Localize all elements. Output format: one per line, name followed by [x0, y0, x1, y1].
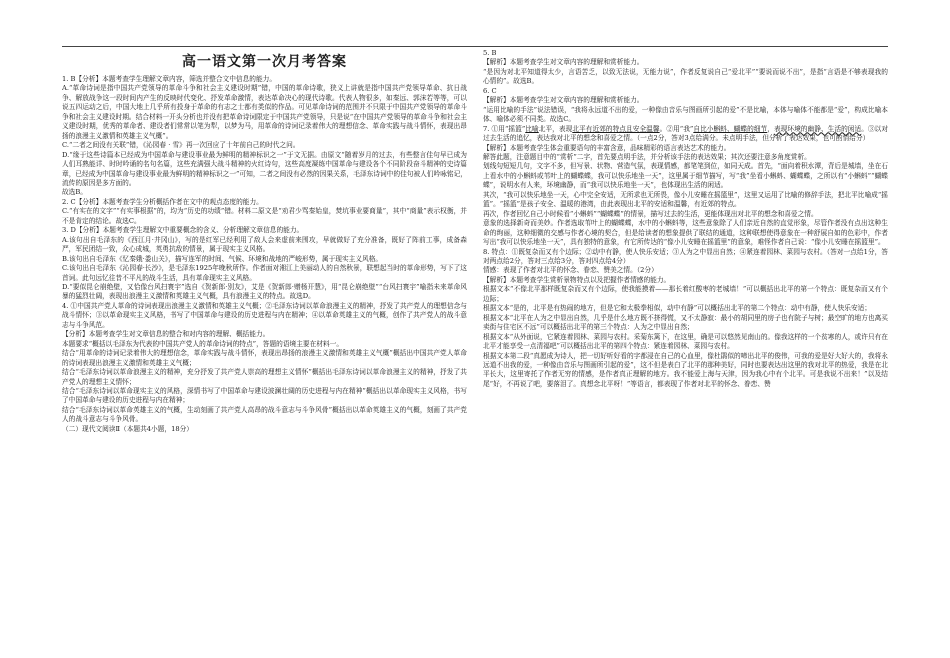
q7-analysis: 【解析】本题考查学生体会重要语句的丰富含意，品味精彩的语言表达艺术的能力。	[483, 143, 731, 152]
q7-answer	[483, 125, 888, 144]
q7-mid2: 。②用“我”	[659, 124, 694, 133]
left-column	[62, 49, 467, 649]
q6-answer: 6. C	[483, 86, 497, 95]
page-title: 高一语文第一次月考答案	[182, 54, 347, 70]
q6-analysis: 【解析】本题考查学生对文章内容的理解和赏析能力。	[483, 96, 644, 105]
q7-term-env: 表现环境的幽静、生活的闲适	[773, 124, 862, 133]
q5-answer: 5. B	[483, 49, 497, 57]
q4-answer: 4. ①中国共产党人革命的诗词表现出浪漫主义激情和英雄主义气概；②毛泽东诗词以革命浪漫主义的精神，抒发了共产党人的理想信念与战斗情怀；③以革命现实主义风格，书写了中国革命与建设的历史进程与内在精神；④以革命英雄主义的气概，创作了共产党人的战斗意志与斗争风范。	[62, 301, 467, 329]
q3-option-d: D.“要似昆仑崩绝壁，又恰像台风扫寰宇”选自《贺新郎·别友》，艾是《贺新郎·赠杨开慧》，用“昆仑崩绝壁”“台风扫寰宇”喻指未来革命风暴的猛烈壮阔，表现出浪漫主义激情和英雄主义气概，具有浪漫主义的特点。故选D。	[62, 282, 467, 301]
q5-explanation: “是因为对北平知道得太少，言语苦乏，以致无法说，无能力说”，作者反复说自己“爱北平”“要说而说不出”，是指“言语是不够表现我的心情的”。故选B。	[483, 67, 888, 86]
q8-features: 8. 特点：①既复杂而又有个边际；②动中有静，使人快乐安适；③人为之中显出自然；④紧连着园林、菜园与农村。（答对一点给1分，答对两点给2分，答对三点给3分，答对四点给4分）	[483, 247, 888, 265]
q8-feature-4: 根据文本“从外面说，它紧连着园林、菜园与农村。采菊东篱下，在这里，确是可以悠然见南山的。像我这样的一个贫寒的人，或许只有在北平才能享受一点清福吧”可以概括出北平的第四个特点：紧连着园林、菜园与农村。	[483, 332, 888, 351]
q5-analysis: 【解析】本题考查学生对文章内容的理解和赏析能力。	[483, 58, 644, 67]
q7-para-1: 划线句短短几句，文字不多，但写景、状物、营造气氛，表现情感，都笔笔到位，如同天成。首先，“面向着积水潭，背后是城墙，坐在石上看水中的小蝌蚪或苇叶上的蝴蝶蝶，我可以快乐地坐一天”，这里属于细节描写，写“我”坐看小蝌蚪、蝴蝶蝶，之所以有“小蝌蚪”“蝴蝶蝶”，说明水有人来，环境幽静，而“我可以快乐地坐一天”，也体现出生活的闲适。	[483, 162, 888, 190]
q2-option-c: C.“有实在的文字”“有实事根据”的，均为“历史的功绩”错。材料二原文是“劝君少骂秦始皇，焚坑事业要商量”，其中“商量”表示权衡，并不是肯定的结论。故选C。	[62, 207, 467, 225]
q7-post: ，	[767, 124, 774, 133]
q7-term-detail: 自比小蝌蚪、蝴蝶的细节	[693, 124, 768, 133]
q8-feature-2: 根据文本“是的，北平是有热闹的地方，但是它和太极拳相似，动中有静”可以概括出北平的第二个特点：动中有静，使人快乐安适；	[483, 304, 872, 313]
q7-para-2: 其次，“我可以快乐地坐一天，心中完全安适，无所求也无所畏，像小儿安睡在摇篮里”，这里又运用了比喻的修辞手法，把北平比喻成“摇篮”。“摇篮”是孩子安全、温暖的港湾，由此表现出北平的安适和温馨，有近郊的特点。	[483, 190, 888, 209]
q8-emotion: 情感：表现了作者对北平的怀念、眷恋、赞美之情。（2分）	[483, 266, 658, 275]
q8-analysis: 【解析】本题考查学生赏析景物特点以及把握作者情感的能力。	[483, 275, 671, 284]
right-column	[483, 49, 888, 649]
q2-answer: 2. C【分析】本题考查学生分析概括作者在文中的观点态度的能力。	[62, 197, 263, 206]
q4-point-2: 结合“毛泽东诗词以革命浪漫主义的精神，充分抒发了共产党人崇高的理想主义情怀”概括出毛泽东诗词以革命浪漫主义的精神，抒发了共产党人的理想主义情怀；	[62, 368, 467, 386]
q3-option-a: A.该句出自毛泽东的《西江月·井冈山》，写的是红军已经利用了敌人会来虚前来围攻，早就做好了充分准备，既好了阵前工事，成备森严，军民团结一致，众心成城，英勇抗敌的情景，属于现实主义风格。	[62, 235, 467, 254]
q3-option-c: C.该句出自毛泽东《沁园春·长沙》，是毛泽东1925年晚秋所作。作者面对湘江上美丽动人的自然秋景，联想起当时的革命形势，写下了这首词。此句远忆往昔不平凡的战斗生活，具有革命现实主义风格。	[62, 264, 467, 282]
top-rule	[62, 46, 888, 47]
q1-option-c: C.“二者之间没有关联”错，《沁园春 · 雪》再一次回应了十年前自己的时代之问。	[62, 141, 300, 150]
q8-feature-3: 根据文本“北平在人为之中显出自然，几乎是什么地方既不挤得慌，又不太静寂：最小的胡同里的房子也有院子与树；最空旷的地方也离买卖街与住宅区不远”可以概括出北平的第三个特点：人为之中显出自然；	[483, 313, 888, 332]
answer-sheet	[62, 49, 888, 649]
q3-answer: 3. D【分析】本题考查学生理解文中重要概念的含义、分析理解文章信息的能力。	[62, 226, 304, 235]
q7-method: 解答此题，注意题目中的“赏析”二字，首先要点明手法，并分析该手法的表达效果；其次还要注意多角度赏析。	[483, 152, 811, 161]
q4-context: 本题要求“概括以毛泽东为代表的中国共产党人的革命诗词的特点”，答题的语境主要在材料一。	[62, 339, 344, 348]
q7-end: 。③以对过去生活的追忆，表达我对北平的想念和喜爱之情。（一点2分，答对3点给满分。未点明手法，但分析了表达效果，也可酌情给分）	[483, 124, 888, 143]
q4-point-3: 结合“毛泽东诗词以革命现实主义的风格，深情书写了中国革命与建设波澜壮阔的历史进程与内在精神”概括出以革命现实主义风格，书写了中国革命与建设的历史进程与内在精神；	[62, 386, 467, 405]
q1-answer: 1. B【分析】本题考查学生理解文章内容，筛选并整合文中信息的能力。	[62, 75, 277, 83]
q7-term-metaphor: 比喻	[525, 124, 539, 133]
q8-emotion-analysis: 根据文本第二段“真愿成为诗人，把一切好听好看的字都浸在自己的心血里，像杜鹃似的啼出北平的俊伟，可我的爱是好大好大的，我将永远道不出我的爱，一种像由音乐与图画所引起的爱”，这不但是表白了北平的那种美好，同时也要表达出这里的我对北平的热爱，我是在北平长大，这里寄托了作者无穷的情感，是作者真正理解的地方。我不能爱上海与天津，因为我心中有个北平。可是我说不出来！”以及结尾“好，不再说了吧，要落泪了。真想念北平呀！”等语言，都表现了作者对北平的怀念、眷恋、赞	[483, 351, 888, 388]
q1-option-d: D.“缘于这些诗篇本已经成为中国革命与建设事业最为鲜明的精神标识之一”于文无据。由原文“随着岁月的过去，有些整言佳句早已成为人们耳熟能详、时时吟诵的名句名篇，这些充满强大战斗精神的火红诗句，这些高度凝练中国革命与建设各个不同阶段奋斗精神的史诗篇章，已经成为中国革命与建设事业最为鲜明的精神标识之一”可知，二者之间没有必然的因果关系，毛泽东诗词中的佳句被人们吟咏铭记，流传的原因是多方面的。	[62, 150, 467, 187]
q6-explanation: “运用比喻的手法”说法错误，“我将永远道不出的爱，一种像由音乐与图画所引起的爱”不是比喻，本体与喻体不能都是“爱”，构成比喻本体、喻体必须不同类。故选C。	[483, 105, 888, 124]
section-heading-2: （二）现代文阅读Ⅱ（本题共4小题，18分）	[62, 424, 193, 433]
q7-para-4: 意象的选择新奇而美妙。作者选取苇叶上的蝴蝶蝶，水中的小蝌蚪等，这些意象除了人们亲近自然的直觉形象，尽管作者没有点出这种生命的绚丽，这种细微的交感与作者心境的契合，但是给读者的想象提供了联结的通道，这种联想使得意象在一种舒展自如的色彩中，作者写出“我可以快乐地坐一天”，具有独特的意象，有它所传达的“像小儿安睡在摇篮里”的意象，难怪作者自己说：“像小儿安睡在摇篮里”。	[483, 219, 888, 247]
q1-option-a: A.“革命诗词是指中国共产党领导的革命斗争和社会主义建设时期”错，中国的革命诗歌，狭义上讲就是指中国共产党领导革命、抗日战争、解放战争这一段时间内产生的反映时代变化、抒发革命激情，表达革命决心的现代诗歌。代表人物很多，如秦远、郭沫若等等，可以说五四运动之后，中国大地上几乎所有投身于革命的有志之士都有类似的作品。可见革命诗词的范围并不只限于中国共产党领导的革命斗争和社会主义建设时期。结合材料一开头分析也并没有把革命诗词限定于中国共产党领导，只是说“在中国共产党领导的革命斗争和社会主义建设时期，优秀的革命者、建设者们常常以笔为犁，以梦为马，用革命的诗词记录着伟大的理想信念、革命实践与战斗情怀，表现出昂扬的浪漫主义激情和英雄主义气概”。	[62, 84, 467, 140]
q7-term-feature: 北平有近郊的特点且安全温馨	[572, 124, 660, 133]
q8-feature-1: 根据文本“不像北平那样既复杂而又有个边际，使我能摸着——那长着红酸枣的老城墙！”可以概括出北平的第一个特点：既复杂而又有个边际；	[483, 285, 888, 303]
q7-para-3: 再次，作者回忆自己小时候看“小蝌蚪”“蝴蝶蝶”的情景，描写过去的生活，更能体现出对北平的想念和喜爱之情。	[483, 209, 818, 218]
q4-point-1: 结合“用革命的诗词记录着伟大的理想信念，革命实践与战斗情怀，表现出昂扬的浪漫主义激情和英雄主义气概”概括出中国共产党人革命的诗词表现出浪漫主义激情和英雄主义气概；	[62, 349, 467, 367]
q4-point-4: 结合“毛泽东诗词以革命英雄主义的气概，生动刻画了共产党人高昂的战斗意志与斗争风骨”概括出以革命英雄主义的气概，刻画了共产党人的战斗意志与斗争风骨。	[62, 405, 467, 424]
q1-conclusion: 故选B。	[62, 188, 87, 197]
q7-pre: 7. ①用“摇篮”	[483, 124, 526, 133]
q4-analysis: 【分析】本题考查学生对文章信息的整合和对内容的理解、概括能力。	[62, 330, 270, 339]
q7-mid1: 北平，表现	[538, 124, 573, 133]
q3-option-b: B.该句出自毛泽东《忆秦娥·娄山关》，描写连军的时间、气候、环境和战地的严峻形势，属于现实主义风格。	[62, 254, 383, 263]
